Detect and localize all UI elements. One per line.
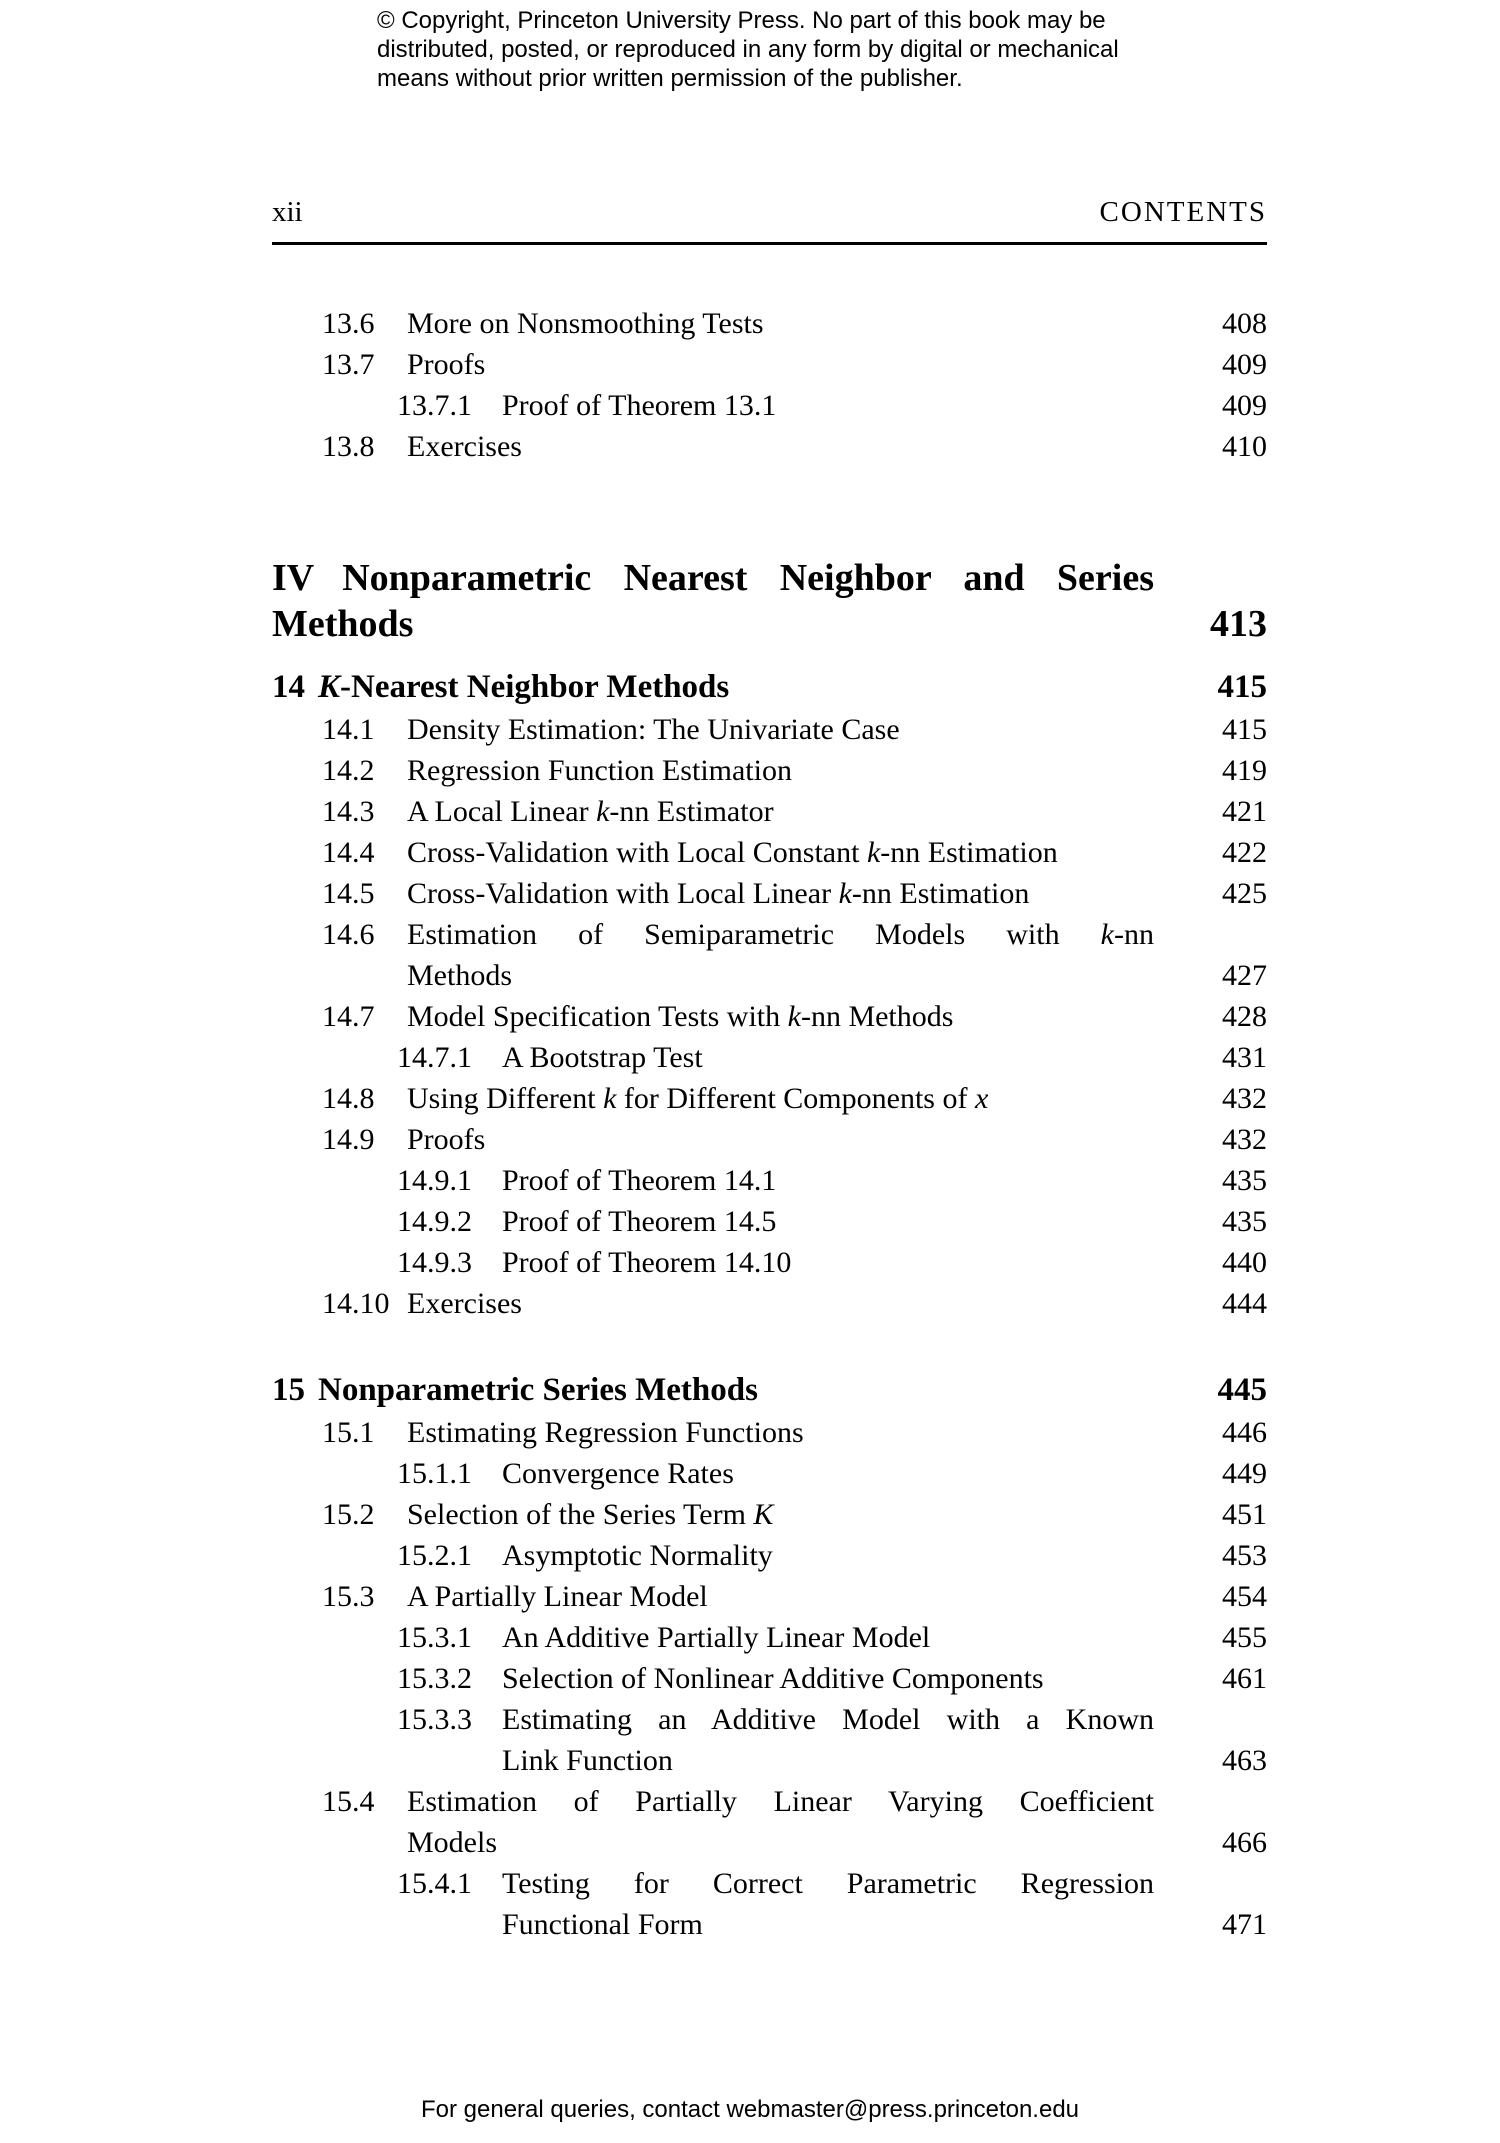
entry-page-number: 410: [1222, 430, 1267, 463]
entry-title: [407, 914, 1154, 996]
entry-page-number: 454: [1222, 1580, 1267, 1613]
entry-number: 13.8: [322, 430, 375, 463]
entry-title-line: [318, 1368, 1154, 1412]
entry-title-line: [407, 750, 1154, 791]
title-text: Methods: [272, 603, 414, 645]
toc-entry-subsection: [272, 1242, 1267, 1283]
title-text-italic: k: [838, 877, 852, 910]
title-text: Convergence Rates: [502, 1457, 734, 1490]
title-text-italic: k: [596, 795, 610, 828]
entry-title: [272, 555, 1154, 647]
title-text: Models: [407, 1826, 497, 1859]
entry-number: 15.2.1: [397, 1539, 472, 1572]
entry-title: [502, 1453, 1154, 1494]
entry-title: [502, 1201, 1154, 1242]
entry-number: 14.3: [322, 795, 375, 828]
entry-title-line: [407, 1822, 1154, 1863]
toc-entry-subsection: [272, 1535, 1267, 1576]
title-text: Density Estimation: The Univariate Case: [407, 713, 900, 746]
entry-page-number: 444: [1222, 1287, 1267, 1320]
entry-title: [407, 303, 1154, 344]
toc-entry-section: [272, 1283, 1267, 1324]
entry-title: [502, 1242, 1154, 1283]
toc-entry-subsection: [272, 1201, 1267, 1242]
title-text: Using Different: [407, 1082, 604, 1115]
entry-number: 13.7: [322, 348, 375, 381]
title-text-italic: k: [603, 1082, 617, 1115]
title-text: Cross-Validation with Local Constant: [407, 836, 867, 869]
table-of-contents: [272, 303, 1267, 1945]
title-text: -nn Estimation: [880, 836, 1058, 869]
entry-number: 15.3.1: [397, 1621, 472, 1654]
entry-title: [502, 1160, 1154, 1201]
entry-title: [407, 996, 1154, 1037]
entry-title-line: [407, 709, 1154, 750]
title-text: Nonparametric Nearest Neighbor and Series: [342, 557, 1154, 599]
title-text: Exercises: [407, 430, 522, 463]
title-text-italic: k: [787, 1000, 801, 1033]
entry-title-line: [272, 555, 1154, 601]
toc-entry-section: [272, 303, 1267, 344]
entry-title: [407, 1781, 1154, 1863]
toc-entry-subsection: [272, 1037, 1267, 1078]
toc-entry-section: [272, 996, 1267, 1037]
entry-page-number: 431: [1222, 1041, 1267, 1074]
entry-number: 14.9: [322, 1123, 375, 1156]
entry-page-number: 449: [1222, 1457, 1267, 1490]
entry-page-number: 446: [1222, 1416, 1267, 1449]
entry-page-number: 432: [1222, 1082, 1267, 1115]
title-text-italic: K: [318, 669, 341, 705]
entry-title: [318, 665, 1154, 709]
entry-title: [407, 1283, 1154, 1324]
entry-title-line: [502, 1201, 1154, 1242]
entry-title-line: [502, 1453, 1154, 1494]
toc-entry-section: [272, 832, 1267, 873]
entry-page-number: 409: [1222, 389, 1267, 422]
entry-title-line: [502, 1863, 1154, 1904]
entry-number: 15.3: [322, 1580, 375, 1613]
entry-title-line: [407, 426, 1154, 467]
entry-title-line: [502, 1160, 1154, 1201]
entry-number: 13.6: [322, 307, 375, 340]
toc-entry-part: [272, 555, 1267, 647]
page-number-label: xii: [272, 196, 303, 228]
entry-page-number: 453: [1222, 1539, 1267, 1572]
entry-page-number: 409: [1222, 348, 1267, 381]
entry-title-line: [407, 832, 1154, 873]
toc-entry-subsection: [272, 1699, 1267, 1781]
entry-title-line: [272, 601, 1154, 647]
entry-title-line: [502, 1699, 1154, 1740]
entry-title: [407, 873, 1154, 914]
toc-entry-section: [272, 873, 1267, 914]
title-text: Cross-Validation with Local Linear: [407, 877, 839, 910]
entry-page-number: 455: [1222, 1621, 1267, 1654]
entry-title: [407, 344, 1154, 385]
toc-entry-section: [272, 344, 1267, 385]
page-footer: For general queries, contact webmaster@press.princeton.edu: [420, 2096, 1080, 2123]
entry-page-number: 408: [1222, 307, 1267, 340]
entry-title: [407, 1078, 1154, 1119]
title-text: -nn Estimator: [609, 795, 774, 828]
entry-title: [407, 1576, 1154, 1617]
title-text: Functional Form: [502, 1908, 703, 1941]
entry-page-number: 440: [1222, 1246, 1267, 1279]
entry-number: 14.1: [322, 713, 375, 746]
entry-page-number: 415: [1222, 713, 1267, 746]
entry-number: 13.7.1: [397, 389, 472, 422]
entry-title-line: [502, 1037, 1154, 1078]
entry-page-number: 427: [1222, 959, 1267, 992]
toc-entry-section: [272, 750, 1267, 791]
entry-number: 14.8: [322, 1082, 375, 1115]
entry-page-number: 422: [1222, 836, 1267, 869]
entry-page-number: 451: [1222, 1498, 1267, 1531]
entry-title-line: [407, 914, 1154, 955]
title-text: Estimation of Partially Linear Varying Coefficient: [407, 1785, 1154, 1818]
title-text: An Additive Partially Linear Model: [502, 1621, 931, 1654]
toc-entry-section: [272, 426, 1267, 467]
running-title: CONTENTS: [1099, 196, 1267, 228]
toc-entry-chapter: [272, 1368, 1267, 1412]
title-text: Exercises: [407, 1287, 522, 1320]
entry-number: 14.4: [322, 836, 375, 869]
entry-page-number: 425: [1222, 877, 1267, 910]
entry-number: 15.2: [322, 1498, 375, 1531]
entry-title: [502, 1617, 1154, 1658]
entry-number: 14.9.1: [397, 1164, 472, 1197]
title-text: Proof of Theorem 13.1: [502, 389, 777, 422]
entry-title-line: [407, 344, 1154, 385]
entry-number: 14.7.1: [397, 1041, 472, 1074]
title-text: Proofs: [407, 1123, 486, 1156]
entry-number: 15.1: [322, 1416, 375, 1449]
entry-number: 14.10: [322, 1287, 390, 1320]
toc-entry-subsection: [272, 385, 1267, 426]
toc-entry-section: [272, 1576, 1267, 1617]
entry-title-line: [502, 1535, 1154, 1576]
entry-page-number: 435: [1222, 1164, 1267, 1197]
toc-entry-chapter: [272, 665, 1267, 709]
entry-page-number: 461: [1222, 1662, 1267, 1695]
title-text: Testing for Correct Parametric Regression: [502, 1867, 1154, 1900]
entry-title-line: [407, 1494, 1154, 1535]
entry-number: 15.4: [322, 1785, 375, 1818]
entry-number: 14.7: [322, 1000, 375, 1033]
title-text: A Partially Linear Model: [407, 1580, 708, 1613]
title-text-italic: x: [974, 1082, 989, 1115]
entry-title-line: [502, 1617, 1154, 1658]
entry-page-number: 463: [1222, 1744, 1267, 1777]
entry-title: [407, 709, 1154, 750]
entry-title: [502, 1535, 1154, 1576]
toc-entry-section: [272, 791, 1267, 832]
title-text: Asymptotic Normality: [502, 1539, 773, 1572]
entry-title: [407, 1412, 1154, 1453]
entry-page-number: 471: [1222, 1908, 1267, 1941]
entry-title-line: [407, 996, 1154, 1037]
toc-entry-section: [272, 1119, 1267, 1160]
entry-page-number: 435: [1222, 1205, 1267, 1238]
title-text: -nn Methods: [800, 1000, 954, 1033]
entry-page-number: 428: [1222, 1000, 1267, 1033]
toc-entry-section: [272, 1781, 1267, 1863]
toc-entry-subsection: [272, 1617, 1267, 1658]
entry-title: [407, 426, 1154, 467]
entry-number: 14.2: [322, 754, 375, 787]
title-text: A Local Linear: [407, 795, 597, 828]
title-text: -nn Estimation: [851, 877, 1030, 910]
title-text: More on Nonsmoothing Tests: [407, 307, 764, 340]
title-text-italic: K: [753, 1498, 774, 1531]
copyright-line: © Copyright, Princeton University Press. No part of this book may be: [377, 7, 1106, 34]
entry-title: [502, 1658, 1154, 1699]
entry-page-number: 415: [1217, 669, 1267, 705]
title-text: -Nearest Neighbor Methods: [340, 669, 730, 705]
entry-page-number: 466: [1222, 1826, 1267, 1859]
entry-title: [502, 385, 1154, 426]
entry-number: 15.3.2: [397, 1662, 472, 1695]
entry-number: 15.3.3: [397, 1703, 472, 1736]
entry-title: [502, 1863, 1154, 1945]
title-text: Methods: [407, 959, 512, 992]
entry-title-line: [407, 1412, 1154, 1453]
entry-number: IV: [272, 557, 315, 599]
entry-number: 15: [272, 1372, 305, 1408]
title-text: Selection of the Series Term: [407, 1498, 754, 1531]
title-text: A Bootstrap Test: [502, 1041, 703, 1074]
entry-title-line: [502, 1904, 1154, 1945]
toc-entry-subsection: [272, 1863, 1267, 1945]
toc-entry-section: [272, 914, 1267, 996]
running-header: [272, 196, 1267, 245]
entry-title-line: [407, 303, 1154, 344]
title-text: Selection of Nonlinear Additive Components: [502, 1662, 1044, 1695]
entry-title: [407, 1494, 1154, 1535]
toc-entry-subsection: [272, 1160, 1267, 1201]
entry-title-line: [502, 1658, 1154, 1699]
entry-page-number: 445: [1217, 1372, 1267, 1408]
entry-title-line: [407, 1283, 1154, 1324]
entry-title-line: [407, 1576, 1154, 1617]
entry-title-line: [407, 1781, 1154, 1822]
entry-title-line: [318, 665, 1154, 709]
entry-title: [502, 1699, 1154, 1781]
entry-title-line: [407, 955, 1154, 996]
entry-title-line: [502, 385, 1154, 426]
toc-entry-section: [272, 1078, 1267, 1119]
entry-title-line: [502, 1740, 1154, 1781]
entry-number: 14.9.3: [397, 1246, 472, 1279]
entry-title-line: [407, 1078, 1154, 1119]
copyright-notice: [377, 6, 1119, 93]
entry-title: [407, 832, 1154, 873]
entry-title-line: [407, 791, 1154, 832]
entry-page-number: 421: [1222, 795, 1267, 828]
entry-page-number: 432: [1222, 1123, 1267, 1156]
entry-number: 14.5: [322, 877, 375, 910]
title-text-italic: k: [866, 836, 881, 869]
entry-page-number: 419: [1222, 754, 1267, 787]
title-text: Model Specification Tests with: [407, 1000, 788, 1033]
entry-title-line: [407, 873, 1154, 914]
entry-title-line: [407, 1119, 1154, 1160]
toc-entry-subsection: [272, 1453, 1267, 1494]
entry-title: [407, 791, 1154, 832]
entry-title: [318, 1368, 1154, 1412]
copyright-line: means without prior written permission of the publisher.: [377, 65, 963, 92]
entry-title: [407, 1119, 1154, 1160]
toc-entry-section: [272, 1412, 1267, 1453]
title-text: Proofs: [407, 348, 486, 381]
title-text: -nn: [1114, 918, 1154, 951]
toc-entry-subsection: [272, 1658, 1267, 1699]
title-text: Estimation of Semiparametric Models with: [407, 918, 1101, 951]
entry-title: [407, 750, 1154, 791]
title-text: Proof of Theorem 14.10: [502, 1246, 792, 1279]
entry-page-number: 413: [1210, 603, 1267, 645]
title-text: Nonparametric Series Methods: [318, 1372, 758, 1408]
entry-number: 15.1.1: [397, 1457, 472, 1490]
title-text: Estimating Regression Functions: [407, 1416, 804, 1449]
title-text: for Different Components of: [616, 1082, 975, 1115]
entry-number: 14: [272, 669, 305, 705]
title-text: Link Function: [502, 1744, 673, 1777]
entry-number: 14.9.2: [397, 1205, 472, 1238]
title-text: Proof of Theorem 14.1: [502, 1164, 777, 1197]
toc-entry-section: [272, 1494, 1267, 1535]
entry-title-line: [502, 1242, 1154, 1283]
title-text: Estimating an Additive Model with a Known: [502, 1703, 1154, 1736]
entry-number: 14.6: [322, 918, 375, 951]
entry-title: [502, 1037, 1154, 1078]
entry-number: 15.4.1: [397, 1867, 472, 1900]
copyright-line: distributed, posted, or reproduced in any form by digital or mechanical: [377, 36, 1119, 63]
title-text-italic: k: [1100, 918, 1114, 951]
toc-entry-section: [272, 709, 1267, 750]
title-text: Proof of Theorem 14.5: [502, 1205, 777, 1238]
title-text: Regression Function Estimation: [407, 754, 792, 787]
